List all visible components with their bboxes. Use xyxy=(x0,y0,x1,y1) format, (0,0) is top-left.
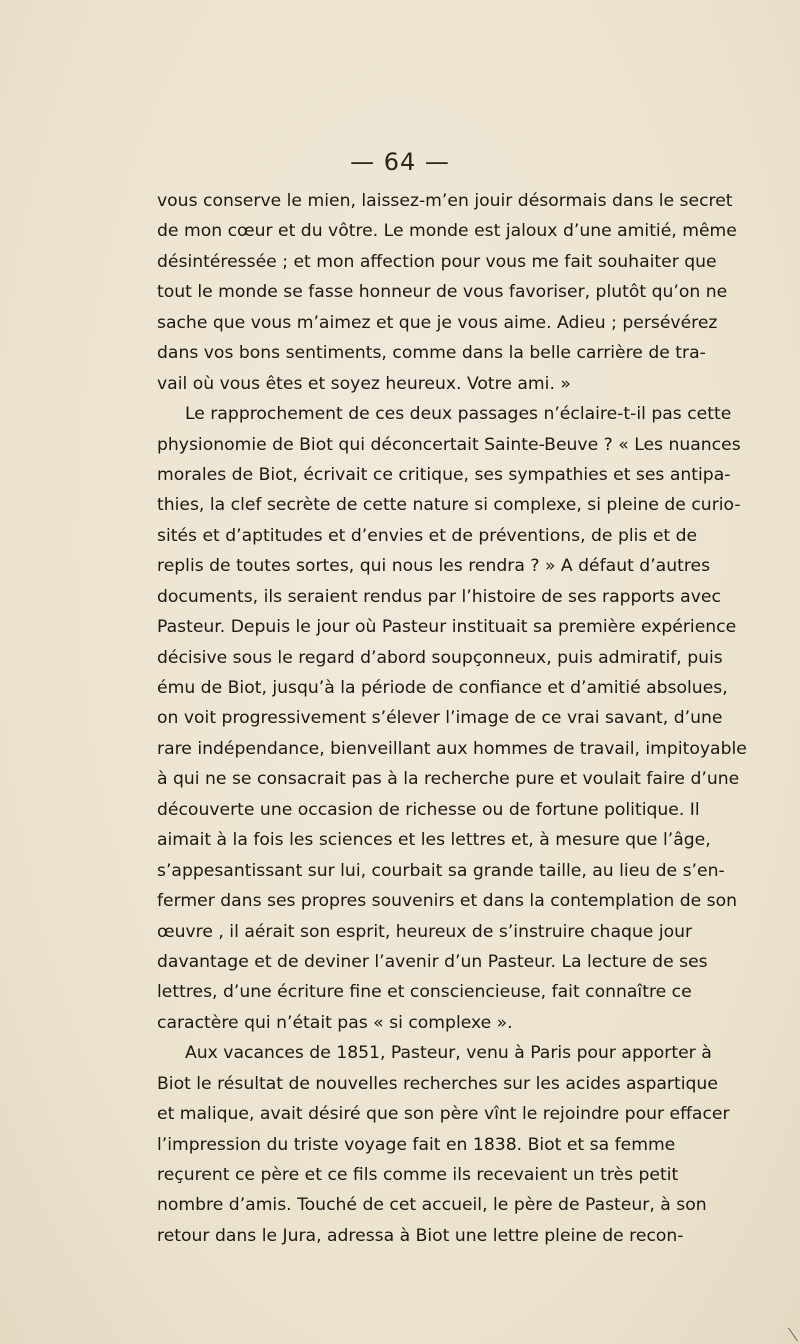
paragraph-start: Le rapprochement de ces deux passages n’éclaire-t-il pas cette xyxy=(185,404,732,425)
text-line: découverte une occasion de richesse ou de fortune politique. Il xyxy=(157,799,700,820)
text-line: nombre d’amis. Touché de cet accueil, le père de Pasteur, à son xyxy=(157,1195,707,1216)
text-line: thies, la clef secrète de cette nature si complexe, si pleine de curio- xyxy=(157,495,741,516)
text-line: vail où vous êtes et soyez heureux. Votre ami. » xyxy=(157,373,571,394)
text-line: davantage et de deviner l’avenir d’un Pasteur. La lecture de ses xyxy=(157,951,708,972)
text-line: on voit progressivement s’élever l’image de ce vrai savant, d’une xyxy=(157,708,723,729)
text-line: Biot le résultat de nouvelles recherches sur les acides aspartique xyxy=(157,1073,718,1094)
text-line: dans vos bons sentiments, comme dans la belle carrière de tra- xyxy=(157,343,706,364)
text-line: physionomie de Biot qui déconcertait Sainte-Beuve ? « Les nuances xyxy=(157,434,741,455)
text-line: et malique, avait désiré que son père vînt le rejoindre pour effacer xyxy=(157,1104,730,1125)
text-line: sités et d’aptitudes et d’envies et de préventions, de plis et de xyxy=(157,525,698,546)
text-line: vous conserve le mien, laissez-m’en jouir désormais dans le secret xyxy=(157,191,733,211)
text-line: lettres, d’une écriture fine et consciencieuse, fait connaître ce xyxy=(157,982,692,1003)
text-line: œuvre , il aérait son esprit, heureux de s’instruire chaque jour xyxy=(157,921,693,942)
text-line: désintéressée ; et mon affection pour vous me fait souhaiter que xyxy=(157,251,717,272)
text-line: caractère qui n’était pas « si complexe ». xyxy=(157,1012,513,1033)
text-line: documents, ils seraient rendus par l’histoire de ses rapports avec xyxy=(157,586,721,607)
text-line: ému de Biot, jusqu’à la période de confiance et d’amitié absolues, xyxy=(157,678,728,698)
text-line: de mon cœur et du vôtre. Le monde est jaloux d’une amitié, même xyxy=(157,221,737,242)
text-line: à qui ne se consacrait pas à la recherche pure et voulait faire d’une xyxy=(157,769,740,790)
text-line: fermer dans ses propres souvenirs et dans la contemplation de son xyxy=(157,891,738,912)
text-line: aimait à la fois les sciences et les lettres et, à mesure que l’âge, xyxy=(157,830,711,851)
text-line: tout le monde se fasse honneur de vous favoriser, plutôt qu’on ne xyxy=(157,282,728,303)
page-number: — 64 — xyxy=(350,148,450,176)
text-line: retour dans le Jura, adressa à Biot une lettre pleine de recon- xyxy=(157,1225,684,1246)
text-line: replis de toutes sortes, qui nous les rendra ? » A défaut d’autres xyxy=(157,556,711,577)
text-line: reçurent ce père et ce fils comme ils recevaient un très petit xyxy=(157,1165,679,1185)
text-line: l’impression du triste voyage fait en 1838. Biot et sa femme xyxy=(157,1134,676,1155)
body-text xyxy=(157,186,747,1251)
margin-pencil-mark xyxy=(788,1325,800,1342)
text-line: morales de Biot, écrivait ce critique, ses sympathies et ses antipa- xyxy=(157,464,731,485)
paragraph-start: Aux vacances de 1851, Pasteur, venu à Paris pour apporter à xyxy=(185,1043,712,1064)
text-line: s’appesantissant sur lui, courbait sa grande taille, au lieu de s’en- xyxy=(157,860,725,881)
text-line: Pasteur. Depuis le jour où Pasteur instituait sa première expérience xyxy=(157,617,737,638)
text-line: décisive sous le regard d’abord soupçonneux, puis admiratif, puis xyxy=(157,647,723,668)
text-line: rare indépendance, bienveillant aux hommes de travail, impitoyable xyxy=(157,738,747,759)
text-line: sache que vous m’aimez et que je vous aime. Adieu ; persévérez xyxy=(157,312,718,333)
